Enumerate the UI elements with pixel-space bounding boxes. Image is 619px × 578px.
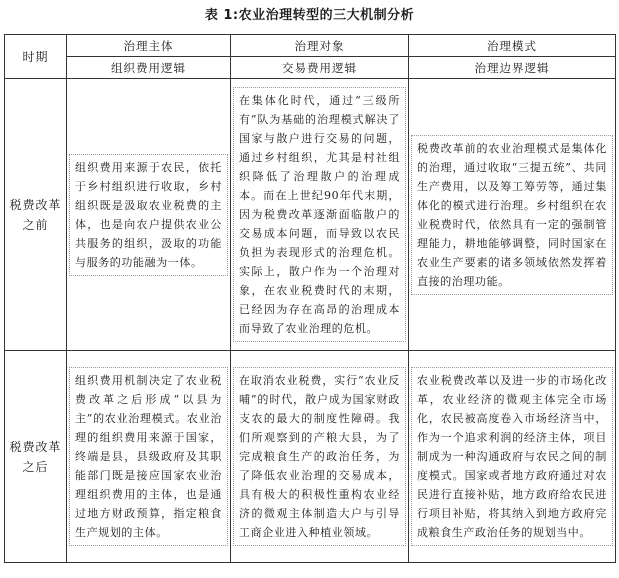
cell-text: 农业税费改革以及进一步的市场化改革，农业经济的微观主体完全市场化，农民被高度卷入市场经济当中，作为一个追求利润的经济主体，项目制成为一种沟通政府与农民之间的制度模式。国家或者地方政府通过对农民进行直接补贴，地方政府给农民进行项目补贴，将其纳入到地方政府完成粮食生产政治任务的规划当中。 (411, 367, 613, 546)
column-header-subject: 治理主体 (67, 35, 231, 57)
cell-text: 税费改革前的农业治理模式是集体化的治理，通过收取“三提五统”、共同生产费用，以及筹工筹劳等，通过集体化的模式进行治理。乡村组织在农业税费时代，依然具有一定的强制管理能力，耕地能够调整，同时国家在农业生产要素的诸多领域依然发挥着直接的治理功能。 (411, 135, 613, 295)
cell-text: 组织费用机制决定了农业税费改革之后形成“以县为主”的农业治理模式。农业治理的组织费用来源于国家，终端是县，县级政府及其职能部门既是接应国家农业治理组织费用的主体，也是通过地方财政预算，指定粮食生产规划的主体。 (69, 367, 228, 546)
period-cell-before-reform: 税费改革 之前 (5, 79, 67, 351)
mechanism-header-governance-boundary: 治理边界逻辑 (409, 57, 616, 79)
table-row (5, 79, 616, 351)
table-cell (231, 351, 409, 563)
table-cell (231, 79, 409, 351)
period-header: 时期 (5, 35, 67, 79)
table-cell (409, 351, 616, 563)
column-header-object: 治理对象 (231, 35, 409, 57)
mechanism-table (4, 34, 616, 563)
table-cell (67, 79, 231, 351)
table-caption: 表 1:农业治理转型的三大机制分析 (204, 8, 415, 23)
table-cell (67, 351, 231, 563)
mechanism-header-organization-cost: 组织费用逻辑 (67, 57, 231, 79)
cell-text: 组织费用来源于农民，依托于乡村组织进行收取，乡村组织既是汲取农业税费的主体，也是向农户提供农业公共服务的组织，汲取的功能与服务的功能融为一体。 (69, 154, 228, 276)
cell-text: 在取消农业税费，实行“农业反哺”的时代，散户成为国家财政支农的最大的制度性障碍。我们所观察到的产粮大县，为了完成粮食生产的政治任务，为了降低农业治理的交易成本，具有极大的积极性重构农业经济的微观主体制造大户与引导工商企业进入种植业领域。 (233, 367, 406, 546)
mechanism-header-transaction-cost: 交易费用逻辑 (231, 57, 409, 79)
period-cell-after-reform: 税费改革 之后 (5, 351, 67, 563)
table-cell (409, 79, 616, 351)
cell-text: 在集体化时代，通过“三级所有”队为基础的治理模式解决了国家与散户进行交易的问题，通过乡村组织，尤其是村社组织降低了治理散户的治理成本。而在上世纪90年代末期，因为税费改革逐渐面临散户的交易成本问题，而导致以农民负担为表现形式的治理危机。实际上，散户作为一个治理对象，在农业税费时代的末期，已经因为存在高昂的治理成本而导致了农业治理的危机。 (233, 87, 406, 342)
column-header-mode: 治理模式 (409, 35, 616, 57)
table-row (5, 351, 616, 563)
